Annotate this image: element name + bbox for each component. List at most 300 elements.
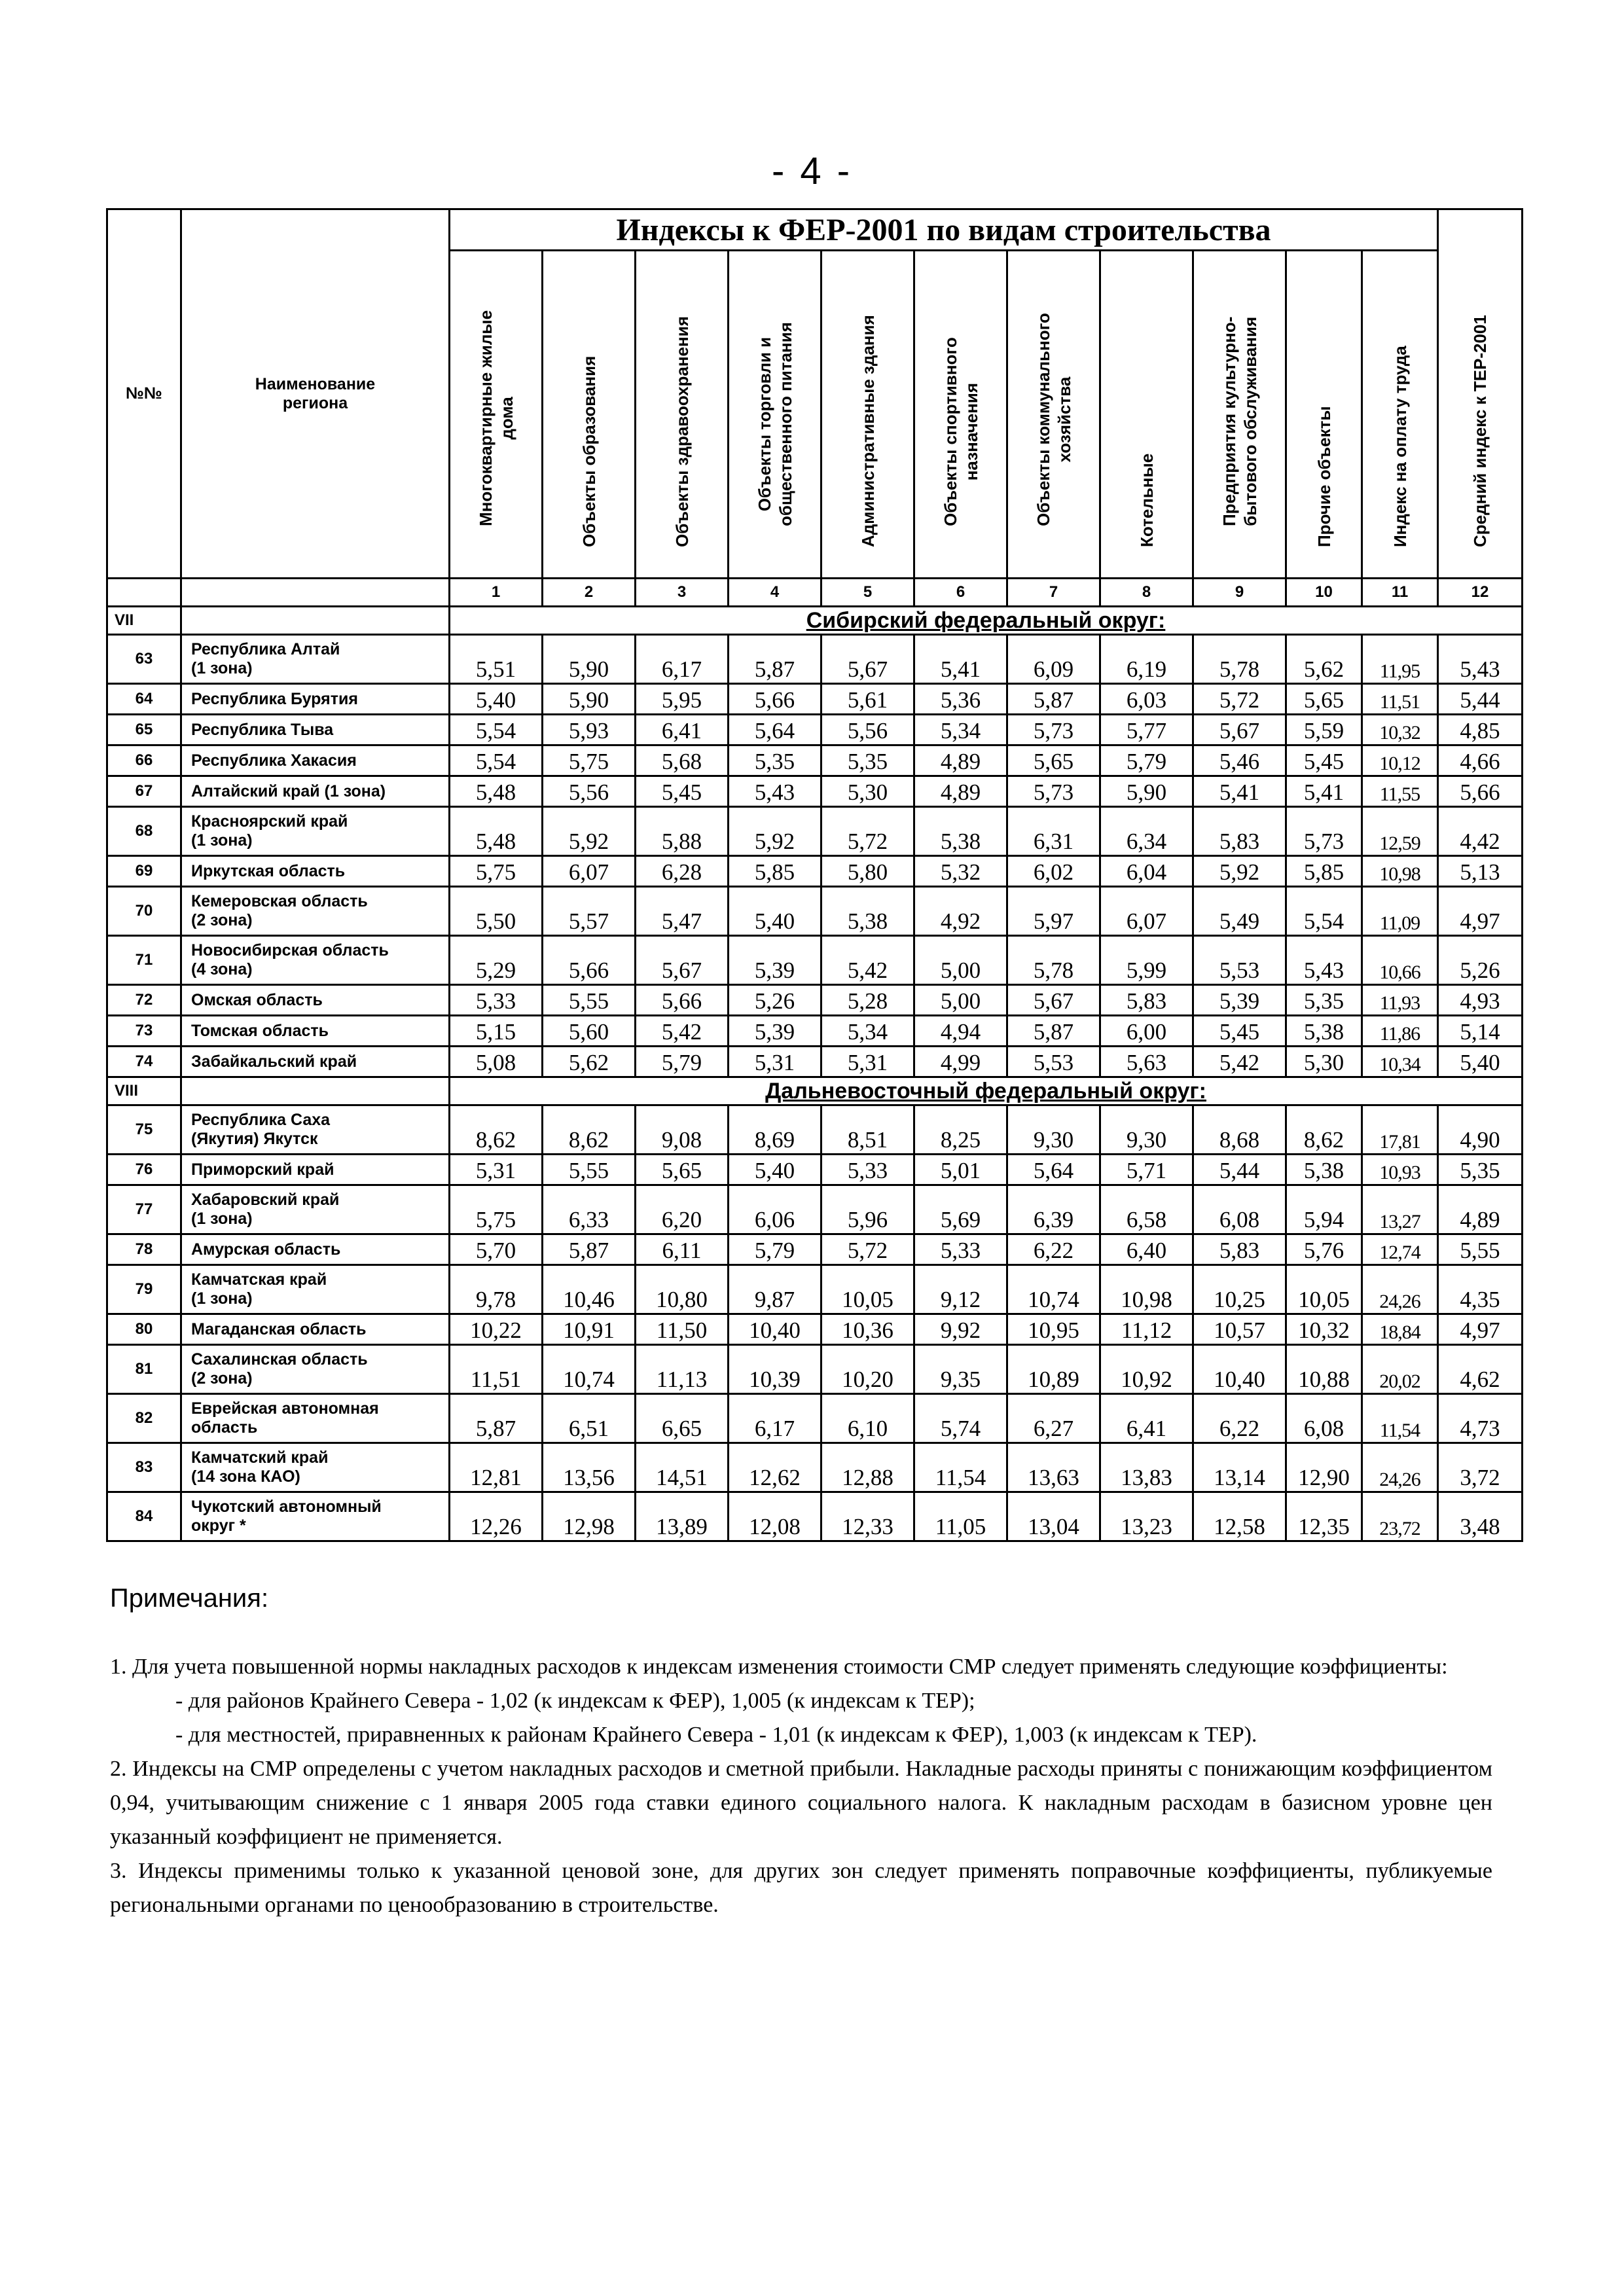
region-name: Республика Алтай (1 зона) — [181, 635, 450, 684]
value-cell: 4,97 — [1438, 887, 1523, 936]
row-number: 63 — [107, 635, 181, 684]
col-header-3 — [636, 251, 729, 579]
col-header-9-label: Предприятия культурно- бытового обслуживания — [1219, 316, 1260, 526]
value-cell: 10,36 — [821, 1314, 914, 1345]
value-cell: 5,47 — [636, 887, 729, 936]
value-cell: 13,27 — [1362, 1185, 1438, 1234]
value-cell: 5,73 — [1007, 776, 1100, 807]
value-cell: 5,96 — [821, 1185, 914, 1234]
value-cell: 11,54 — [1362, 1394, 1438, 1443]
table-row — [107, 1155, 1523, 1185]
row-number: 71 — [107, 936, 181, 985]
value-cell: 5,69 — [914, 1185, 1007, 1234]
value-cell: 5,99 — [1100, 936, 1193, 985]
value-cell: 12,74 — [1362, 1234, 1438, 1265]
notes — [110, 1584, 1492, 1922]
value-cell: 5,40 — [729, 887, 821, 936]
value-cell: 5,29 — [450, 936, 543, 985]
value-cell: 12,98 — [543, 1492, 636, 1541]
column-number: 7 — [1007, 579, 1100, 607]
value-cell: 6,51 — [543, 1394, 636, 1443]
value-cell: 5,65 — [636, 1155, 729, 1185]
value-cell: 5,92 — [543, 807, 636, 856]
col-header-10-label: Прочие объекты — [1314, 406, 1334, 547]
row-number: 70 — [107, 887, 181, 936]
col-header-10 — [1286, 251, 1362, 579]
value-cell: 10,57 — [1193, 1314, 1286, 1345]
value-cell: 12,58 — [1193, 1492, 1286, 1541]
value-cell: 10,22 — [450, 1314, 543, 1345]
region-name: Томская область — [181, 1016, 450, 1047]
value-cell: 4,94 — [914, 1016, 1007, 1047]
value-cell: 12,59 — [1362, 807, 1438, 856]
region-name: Еврейская автономная область — [181, 1394, 450, 1443]
col-header-12-label: Средний индекс к ТЕР-2001 — [1470, 315, 1490, 547]
value-cell: 5,79 — [1100, 745, 1193, 776]
value-cell: 24,26 — [1362, 1443, 1438, 1492]
value-cell: 6,22 — [1193, 1394, 1286, 1443]
col-header-6-label: Объекты спортивного назначения — [940, 337, 981, 526]
column-numbers-row — [107, 579, 1523, 607]
value-cell: 5,87 — [729, 635, 821, 684]
value-cell: 4,85 — [1438, 715, 1523, 745]
value-cell: 5,88 — [636, 807, 729, 856]
note-2: 2. Индексы на СМР определены с учетом накладных расходов и сметной прибыли. Накладные расходы приняты с понижающим коэффициентом 0,94, учитывающим снижение с 1 января 2005 года ставки единого социального налога. К накладным расходам в базисном уровне цен указанный коэффициент не применяется. — [110, 1757, 1492, 1849]
value-cell: 5,54 — [450, 745, 543, 776]
value-cell: 5,75 — [450, 1185, 543, 1234]
value-cell: 5,45 — [1193, 1016, 1286, 1047]
value-cell: 5,65 — [1286, 684, 1362, 715]
value-cell: 5,97 — [1007, 887, 1100, 936]
value-cell: 5,33 — [450, 985, 543, 1016]
value-cell: 12,35 — [1286, 1492, 1362, 1541]
region-name: Амурская область — [181, 1234, 450, 1265]
value-cell: 5,38 — [821, 887, 914, 936]
value-cell: 5,54 — [1286, 887, 1362, 936]
value-cell: 5,00 — [914, 936, 1007, 985]
value-cell: 6,31 — [1007, 807, 1100, 856]
value-cell: 5,13 — [1438, 856, 1523, 887]
value-cell: 5,45 — [636, 776, 729, 807]
col-header-1 — [450, 251, 543, 579]
value-cell: 5,56 — [821, 715, 914, 745]
value-cell: 5,92 — [729, 807, 821, 856]
section-empty — [181, 607, 450, 635]
value-cell: 5,46 — [1193, 745, 1286, 776]
value-cell: 9,12 — [914, 1265, 1007, 1314]
table-row — [107, 1394, 1523, 1443]
value-cell: 5,57 — [543, 887, 636, 936]
value-cell: 5,39 — [729, 1016, 821, 1047]
table-row — [107, 856, 1523, 887]
value-cell: 12,62 — [729, 1443, 821, 1492]
value-cell: 12,88 — [821, 1443, 914, 1492]
value-cell: 10,66 — [1362, 936, 1438, 985]
value-cell: 6,08 — [1286, 1394, 1362, 1443]
note-1: 1. Для учета повышенной нормы накладных расходов к индексам изменения стоимости СМР следует применять следующие коэффициенты: — [110, 1655, 1448, 1679]
value-cell: 9,08 — [636, 1105, 729, 1155]
value-cell: 5,15 — [450, 1016, 543, 1047]
value-cell: 11,55 — [1362, 776, 1438, 807]
value-cell: 5,67 — [636, 936, 729, 985]
value-cell: 6,41 — [636, 715, 729, 745]
value-cell: 10,05 — [1286, 1265, 1362, 1314]
region-name: Хабаровский край (1 зона) — [181, 1185, 450, 1234]
column-number: 12 — [1438, 579, 1523, 607]
value-cell: 5,30 — [821, 776, 914, 807]
value-cell: 10,05 — [821, 1265, 914, 1314]
value-cell: 10,39 — [729, 1345, 821, 1394]
value-cell: 5,73 — [1007, 715, 1100, 745]
value-cell: 10,80 — [636, 1265, 729, 1314]
col-header-4-label: Объекты торговли и общественного питания — [754, 322, 795, 526]
value-cell: 6,10 — [821, 1394, 914, 1443]
value-cell: 9,30 — [1100, 1105, 1193, 1155]
value-cell: 14,51 — [636, 1443, 729, 1492]
row-number: 78 — [107, 1234, 181, 1265]
region-name: Чукотский автономный округ * — [181, 1492, 450, 1541]
colnum-empty — [181, 579, 450, 607]
value-cell: 5,31 — [450, 1155, 543, 1185]
value-cell: 8,51 — [821, 1105, 914, 1155]
value-cell: 5,39 — [1193, 985, 1286, 1016]
value-cell: 5,38 — [1286, 1155, 1362, 1185]
value-cell: 4,99 — [914, 1047, 1007, 1077]
value-cell: 5,79 — [636, 1047, 729, 1077]
region-name: Камчатская край (1 зона) — [181, 1265, 450, 1314]
table-row — [107, 807, 1523, 856]
value-cell: 10,98 — [1362, 856, 1438, 887]
value-cell: 6,27 — [1007, 1394, 1100, 1443]
value-cell: 3,72 — [1438, 1443, 1523, 1492]
value-cell: 5,72 — [1193, 684, 1286, 715]
column-number: 1 — [450, 579, 543, 607]
col-name-header — [181, 209, 450, 579]
region-name: Республика Бурятия — [181, 684, 450, 715]
value-cell: 5,62 — [543, 1047, 636, 1077]
value-cell: 6,09 — [1007, 635, 1100, 684]
value-cell: 5,50 — [450, 887, 543, 936]
col-header-3-label: Объекты здравоохранения — [672, 316, 692, 547]
value-cell: 10,92 — [1100, 1345, 1193, 1394]
value-cell: 5,67 — [821, 635, 914, 684]
value-cell: 5,66 — [543, 936, 636, 985]
value-cell: 10,91 — [543, 1314, 636, 1345]
value-cell: 5,83 — [1193, 1234, 1286, 1265]
value-cell: 5,78 — [1007, 936, 1100, 985]
col-header-8-label: Котельные — [1136, 453, 1157, 547]
value-cell: 6,17 — [729, 1394, 821, 1443]
value-cell: 13,14 — [1193, 1443, 1286, 1492]
value-cell: 5,26 — [729, 985, 821, 1016]
value-cell: 5,48 — [450, 807, 543, 856]
value-cell: 5,61 — [821, 684, 914, 715]
value-cell: 6,07 — [543, 856, 636, 887]
region-name: Камчатский край (14 зона КАО) — [181, 1443, 450, 1492]
col-header-7-label: Объекты коммунального хозяйства — [1033, 313, 1074, 526]
column-number: 11 — [1362, 579, 1438, 607]
value-cell: 12,81 — [450, 1443, 543, 1492]
value-cell: 5,77 — [1100, 715, 1193, 745]
value-cell: 6,33 — [543, 1185, 636, 1234]
table-row — [107, 1314, 1523, 1345]
value-cell: 10,20 — [821, 1345, 914, 1394]
value-cell: 23,72 — [1362, 1492, 1438, 1541]
value-cell: 9,87 — [729, 1265, 821, 1314]
value-cell: 10,32 — [1286, 1314, 1362, 1345]
value-cell: 13,23 — [1100, 1492, 1193, 1541]
region-name: Алтайский край (1 зона) — [181, 776, 450, 807]
region-name: Омская область — [181, 985, 450, 1016]
value-cell: 5,87 — [450, 1394, 543, 1443]
value-cell: 5,26 — [1438, 936, 1523, 985]
value-cell: 5,74 — [914, 1394, 1007, 1443]
value-cell: 11,13 — [636, 1345, 729, 1394]
value-cell: 5,44 — [1438, 684, 1523, 715]
value-cell: 6,00 — [1100, 1016, 1193, 1047]
value-cell: 4,73 — [1438, 1394, 1523, 1443]
value-cell: 18,84 — [1362, 1314, 1438, 1345]
value-cell: 6,17 — [636, 635, 729, 684]
section-number: VIII — [107, 1077, 181, 1105]
column-number: 4 — [729, 579, 821, 607]
value-cell: 5,38 — [914, 807, 1007, 856]
value-cell: 9,30 — [1007, 1105, 1100, 1155]
value-cell: 5,43 — [729, 776, 821, 807]
value-cell: 5,85 — [729, 856, 821, 887]
col-name-label: Наименование региона — [255, 374, 376, 412]
value-cell: 13,63 — [1007, 1443, 1100, 1492]
value-cell: 5,80 — [821, 856, 914, 887]
value-cell: 5,35 — [1438, 1155, 1523, 1185]
col-header-12 — [1438, 209, 1523, 579]
value-cell: 6,34 — [1100, 807, 1193, 856]
col-header-9 — [1193, 251, 1286, 579]
value-cell: 5,92 — [1193, 856, 1286, 887]
value-cell: 10,32 — [1362, 715, 1438, 745]
value-cell: 4,66 — [1438, 745, 1523, 776]
value-cell: 5,39 — [729, 936, 821, 985]
table-row — [107, 635, 1523, 684]
col-header-2 — [543, 251, 636, 579]
value-cell: 5,76 — [1286, 1234, 1362, 1265]
value-cell: 5,49 — [1193, 887, 1286, 936]
value-cell: 5,45 — [1286, 745, 1362, 776]
value-cell: 5,36 — [914, 684, 1007, 715]
table-row — [107, 1185, 1523, 1234]
value-cell: 5,83 — [1193, 807, 1286, 856]
value-cell: 6,65 — [636, 1394, 729, 1443]
value-cell: 6,19 — [1100, 635, 1193, 684]
row-number: 72 — [107, 985, 181, 1016]
table-row — [107, 1234, 1523, 1265]
value-cell: 5,42 — [821, 936, 914, 985]
value-cell: 10,34 — [1362, 1047, 1438, 1077]
row-number: 83 — [107, 1443, 181, 1492]
value-cell: 6,39 — [1007, 1185, 1100, 1234]
value-cell: 5,34 — [821, 1016, 914, 1047]
value-cell: 5,67 — [1007, 985, 1100, 1016]
value-cell: 5,87 — [1007, 684, 1100, 715]
value-cell: 4,90 — [1438, 1105, 1523, 1155]
col-header-6 — [914, 251, 1007, 579]
table-row — [107, 1265, 1523, 1314]
value-cell: 4,42 — [1438, 807, 1523, 856]
value-cell: 6,40 — [1100, 1234, 1193, 1265]
table-row — [107, 936, 1523, 985]
row-number: 73 — [107, 1016, 181, 1047]
table-row — [107, 684, 1523, 715]
index-table — [106, 208, 1523, 1542]
value-cell: 5,01 — [914, 1155, 1007, 1185]
row-number: 80 — [107, 1314, 181, 1345]
table-row — [107, 1443, 1523, 1492]
value-cell: 5,00 — [914, 985, 1007, 1016]
value-cell: 5,40 — [450, 684, 543, 715]
value-cell: 5,78 — [1193, 635, 1286, 684]
value-cell: 11,54 — [914, 1443, 1007, 1492]
section-title: Дальневосточный федеральный округ: — [450, 1077, 1523, 1105]
value-cell: 5,67 — [1193, 715, 1286, 745]
value-cell: 10,98 — [1100, 1265, 1193, 1314]
value-cell: 5,35 — [821, 745, 914, 776]
value-cell: 5,70 — [450, 1234, 543, 1265]
column-number: 10 — [1286, 579, 1362, 607]
column-number: 8 — [1100, 579, 1193, 607]
value-cell: 5,64 — [729, 715, 821, 745]
row-number: 68 — [107, 807, 181, 856]
value-cell: 5,35 — [729, 745, 821, 776]
value-cell: 10,74 — [1007, 1265, 1100, 1314]
value-cell: 8,62 — [1286, 1105, 1362, 1155]
row-number: 84 — [107, 1492, 181, 1541]
value-cell: 4,35 — [1438, 1265, 1523, 1314]
value-cell: 5,08 — [450, 1047, 543, 1077]
value-cell: 5,87 — [543, 1234, 636, 1265]
value-cell: 5,71 — [1100, 1155, 1193, 1185]
value-cell: 5,53 — [1193, 936, 1286, 985]
value-cell: 5,55 — [1438, 1234, 1523, 1265]
value-cell: 5,64 — [1007, 1155, 1100, 1185]
value-cell: 5,35 — [1286, 985, 1362, 1016]
section-title: Сибирский федеральный округ: — [450, 607, 1523, 635]
value-cell: 4,93 — [1438, 985, 1523, 1016]
value-cell: 5,33 — [821, 1155, 914, 1185]
row-number: 67 — [107, 776, 181, 807]
value-cell: 11,50 — [636, 1314, 729, 1345]
value-cell: 4,89 — [1438, 1185, 1523, 1234]
col-no-header: №№ — [107, 209, 181, 579]
col-header-11-label: Индекс на оплату труда — [1390, 346, 1410, 547]
section-row — [107, 607, 1523, 635]
row-number: 69 — [107, 856, 181, 887]
value-cell: 5,55 — [543, 985, 636, 1016]
value-cell: 6,08 — [1193, 1185, 1286, 1234]
row-number: 77 — [107, 1185, 181, 1234]
value-cell: 5,79 — [729, 1234, 821, 1265]
region-name: Забайкальский край — [181, 1047, 450, 1077]
colnum-empty — [107, 579, 181, 607]
value-cell: 5,41 — [1193, 776, 1286, 807]
col-header-1-label: Многоквартирные жилые дома — [475, 310, 516, 526]
header-row — [107, 209, 1523, 251]
value-cell: 5,44 — [1193, 1155, 1286, 1185]
table-row — [107, 1105, 1523, 1155]
value-cell: 13,83 — [1100, 1443, 1193, 1492]
value-cell: 12,90 — [1286, 1443, 1362, 1492]
value-cell: 5,41 — [1286, 776, 1362, 807]
value-cell: 12,26 — [450, 1492, 543, 1541]
row-number: 66 — [107, 745, 181, 776]
value-cell: 5,95 — [636, 684, 729, 715]
value-cell: 6,28 — [636, 856, 729, 887]
value-cell: 11,51 — [450, 1345, 543, 1394]
value-cell: 4,97 — [1438, 1314, 1523, 1345]
value-cell: 4,89 — [914, 776, 1007, 807]
value-cell: 12,08 — [729, 1492, 821, 1541]
column-number: 5 — [821, 579, 914, 607]
value-cell: 5,72 — [821, 807, 914, 856]
value-cell: 4,89 — [914, 745, 1007, 776]
value-cell: 5,51 — [450, 635, 543, 684]
value-cell: 5,53 — [1007, 1047, 1100, 1077]
region-name: Новосибирская область (4 зона) — [181, 936, 450, 985]
row-number: 79 — [107, 1265, 181, 1314]
value-cell: 5,66 — [636, 985, 729, 1016]
value-cell: 13,56 — [543, 1443, 636, 1492]
value-cell: 5,66 — [729, 684, 821, 715]
value-cell: 11,95 — [1362, 635, 1438, 684]
value-cell: 24,26 — [1362, 1265, 1438, 1314]
col-header-7 — [1007, 251, 1100, 579]
value-cell: 6,41 — [1100, 1394, 1193, 1443]
value-cell: 8,69 — [729, 1105, 821, 1155]
value-cell: 6,03 — [1100, 684, 1193, 715]
value-cell: 5,59 — [1286, 715, 1362, 745]
value-cell: 5,75 — [543, 745, 636, 776]
section-row — [107, 1077, 1523, 1105]
value-cell: 8,62 — [450, 1105, 543, 1155]
value-cell: 5,30 — [1286, 1047, 1362, 1077]
value-cell: 6,22 — [1007, 1234, 1100, 1265]
value-cell: 5,60 — [543, 1016, 636, 1047]
group-title: Индексы к ФЕР-2001 по видам строительства — [450, 209, 1438, 251]
value-cell: 5,94 — [1286, 1185, 1362, 1234]
value-cell: 10,95 — [1007, 1314, 1100, 1345]
value-cell: 10,46 — [543, 1265, 636, 1314]
value-cell: 13,89 — [636, 1492, 729, 1541]
region-name: Иркутская область — [181, 856, 450, 887]
value-cell: 10,93 — [1362, 1155, 1438, 1185]
row-number: 76 — [107, 1155, 181, 1185]
value-cell: 5,75 — [450, 856, 543, 887]
table-row — [107, 715, 1523, 745]
region-name: Республика Саха (Якутия) Якутск — [181, 1105, 450, 1155]
value-cell: 5,65 — [1007, 745, 1100, 776]
notes-title: Примечания: — [110, 1584, 269, 1613]
region-name: Сахалинская область (2 зона) — [181, 1345, 450, 1394]
value-cell: 5,87 — [1007, 1016, 1100, 1047]
value-cell: 6,07 — [1100, 887, 1193, 936]
value-cell: 11,51 — [1362, 684, 1438, 715]
column-number: 6 — [914, 579, 1007, 607]
value-cell: 5,43 — [1286, 936, 1362, 985]
value-cell: 6,58 — [1100, 1185, 1193, 1234]
value-cell: 5,32 — [914, 856, 1007, 887]
value-cell: 5,62 — [1286, 635, 1362, 684]
row-number: 81 — [107, 1345, 181, 1394]
value-cell: 10,74 — [543, 1345, 636, 1394]
